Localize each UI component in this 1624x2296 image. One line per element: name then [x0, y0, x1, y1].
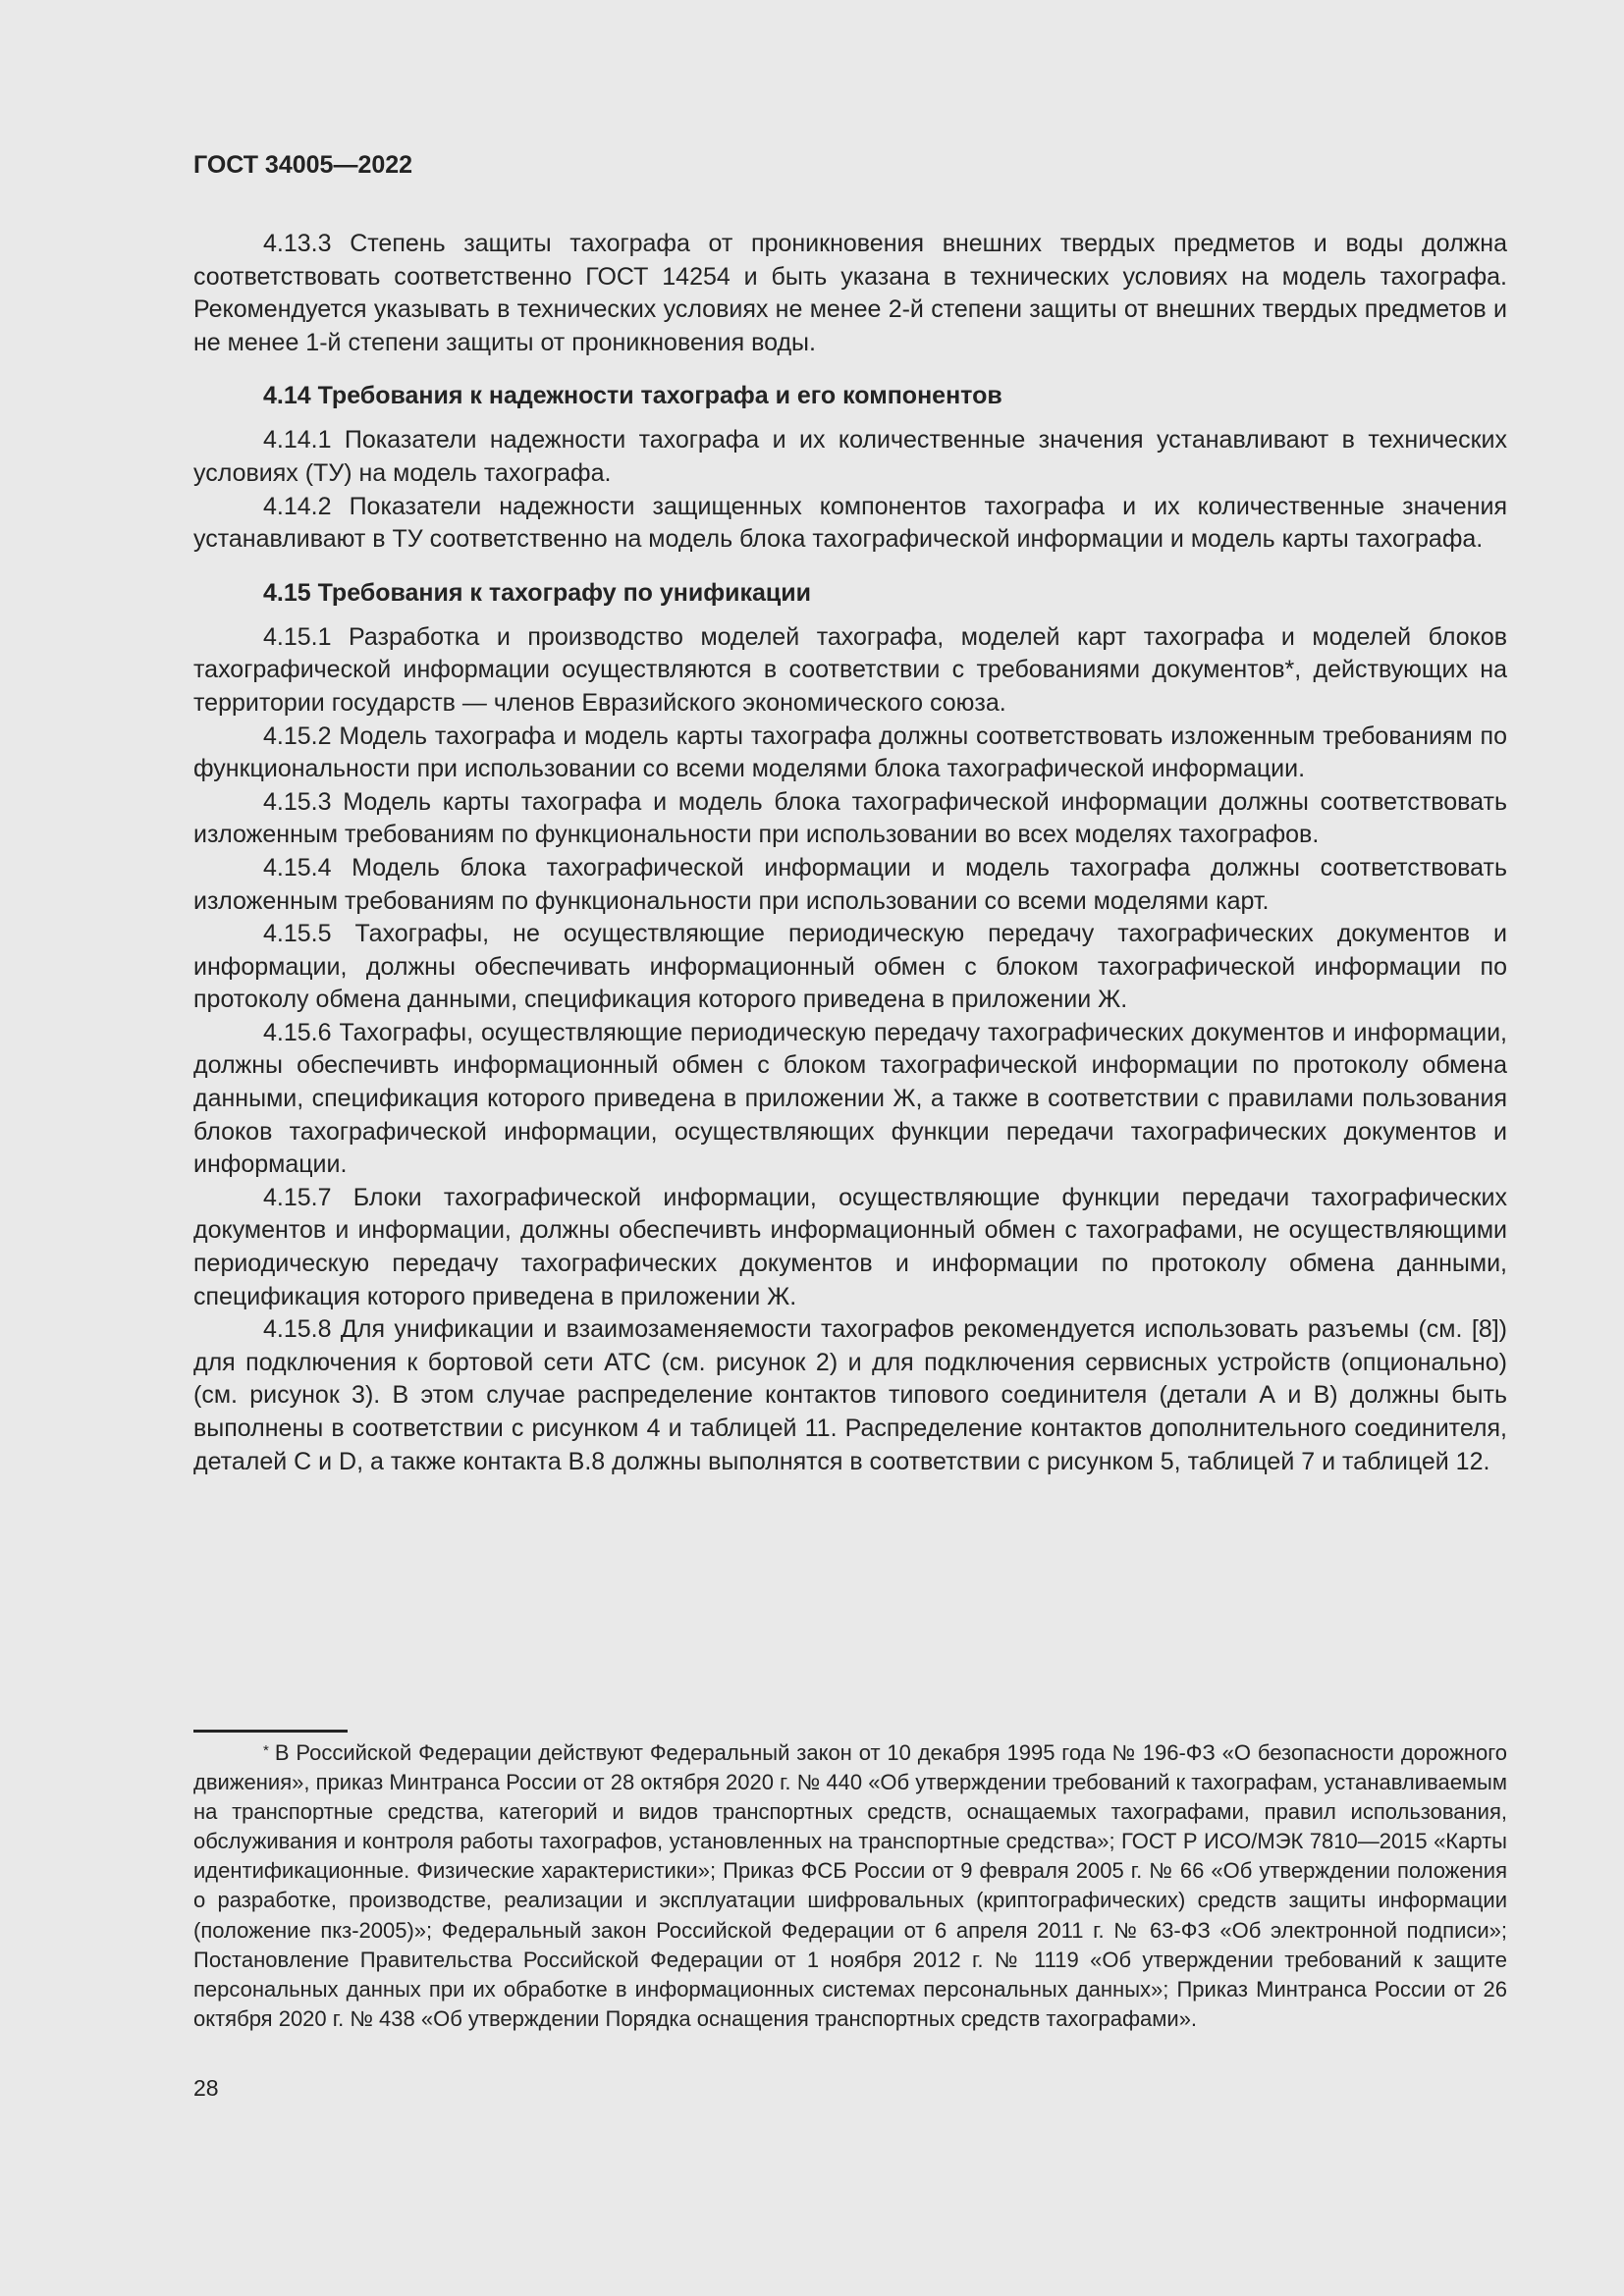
document-page [193, 147, 1507, 1478]
paragraph-4-13-3: 4.13.3 Степень защиты тахографа от проникновения внешних твердых предметов и воды должна соответствовать соответственно ГОСТ 14254 и быть указана в технических условиях на модель тахографа. Рекомендуется указывать в технических условиях не менее 2-й степени защиты от внешних твердых предметов и не менее 1-й степени защиты от проникновения воды. [193, 230, 1507, 356]
paragraph-4-14-1: 4.14.1 Показатели надежности тахографа и их количественные значения устанавливают в технических условиях (ТУ) на модель тахографа. [193, 426, 1507, 487]
paragraph-4-15-6: 4.15.6 Тахографы, осуществляющие периодическую передачу тахографических документов и информации, должны обеспечивть информационный обмен с блоком тахографической информации по протоколу обмена данными, спецификация которого приведена в приложении Ж, а также в соответствии с правилами пользования блоков тахографической информации, осуществляющих функции передачи тахографических документов и информации. [193, 1018, 1507, 1179]
footnote-text: В Российской Федерации действуют Федеральный закон от 10 декабря 1995 года № 196-ФЗ «О безопасности дорожного движения», приказ Минтранса России от 28 октября 2020 г. № 440 «Об утверждении требований к тахографам, устанавливаемым на транспортные средства, категорий и видов транспортных средств, оснащаемых тахографами, правил использования, обслуживания и контроля работы тахографов, установленных на транспортные средства»; ГОСТ Р ИСО/МЭК 7810—2015 «Карты идентификационные. Физические характеристики»; Приказ ФСБ России от 9 февраля 2005 г. № 66 «Об утверждении положения о разработке, производстве, реализации и эксплуатации шифровальных (криптографических) средств защиты информации (положение пкз-2005)»; Федеральный закон Российской Федерации от 6 апреля 2011 г. № 63-ФЗ «Об электронной подписи»; Постановление Правительства Российской Федерации от 1 ноября 2012 г. № 1119 «Об утверждении требований к защите персональных данных при их обработке в информационных системах персональных данных»; Приказ Минтранса России от 26 октября 2020 г. № 438 «Об утверждении Порядка оснащения транспортных средств тахографами». [193, 1740, 1507, 2031]
section-heading-4-15: 4.15 Требования к тахографу по унификации [263, 578, 812, 607]
paragraph-4-15-7: 4.15.7 Блоки тахографической информации, осуществляющие функции передачи тахографических документов и информации, должны обеспечивть информационный обмен с тахографами, не осуществляющими периодическую передачу тахографических документов и информации по протоколу обмена данными, спецификация которого приведена в приложении Ж. [193, 1183, 1507, 1310]
footnote [193, 1738, 1507, 2034]
paragraph-4-14-2: 4.14.2 Показатели надежности защищенных компонентов тахографа и их количественные значения устанавливают в ТУ соответственно на модель блока тахографической информации и модель карты тахографа. [193, 492, 1507, 554]
paragraph-4-15-1-text-start: 4.15.1 Разработка и производство моделей тахографа, моделей карт тахографа и моделей блоков тахографической информации осуществляются в соответствии с требованиями документов [193, 622, 1507, 684]
section-heading-4-14: 4.14 Требования к надежности тахографа и его компонентов [263, 382, 1002, 410]
paragraph-4-15-5: 4.15.5 Тахографы, не осуществляющие периодическую передачу тахографических документов и информации, должны обеспечивать информационный обмен с блоком тахографической информации по протоколу обмена данными, спецификация которого приведена в приложении Ж. [193, 920, 1507, 1014]
paragraph-4-15-3: 4.15.3 Модель карты тахографа и модель блока тахографической информации должны соответствовать изложенным требованиям по функциональности при использовании во всех моделях тахографов. [193, 787, 1507, 849]
document-header: ГОСТ 34005—2022 [193, 151, 413, 179]
paragraph-4-15-8: 4.15.8 Для унификации и взаимозаменяемости тахографов рекомендуется использовать разъемы (см. [8]) для подключения к бортовой сети АТС (см. рисунок 2) и для подключения сервисных устройств (опционально) (см. рисунок 3). В этом случае распределение контактов типового соединителя (детали А и В) должны быть выполнены в соответствии с рисунком 4 и таблицей 11. Распределение контактов дополнительного соединителя, деталей С и D, а также контакта В.8 должны выполнятся в соответствии с рисунком 5, таблицей 7 и таблицей 12. [193, 1315, 1507, 1475]
paragraph-4-15-1 [193, 621, 1507, 721]
paragraph-4-15-2: 4.15.2 Модель тахографа и модель карты тахографа должны соответствовать изложенным требованиям по функциональности при использовании со всеми моделями блока тахографической информации. [193, 721, 1507, 783]
page-number: 28 [193, 2075, 219, 2101]
footnote-reference-mark: * [1284, 656, 1295, 684]
footnote-area [193, 1730, 1507, 2034]
paragraph-4-15-1-text-end: , действующих на территории государств — членов Евразийского экономического союза. [193, 656, 1507, 717]
paragraph-4-15-4: 4.15.4 Модель блока тахографической информации и модель тахографа должны соответствовать изложенным требованиям по функциональности при использовании со всеми моделями карт. [193, 853, 1507, 915]
footnote-divider [193, 1730, 348, 1733]
footnote-mark: * [263, 1742, 269, 1759]
